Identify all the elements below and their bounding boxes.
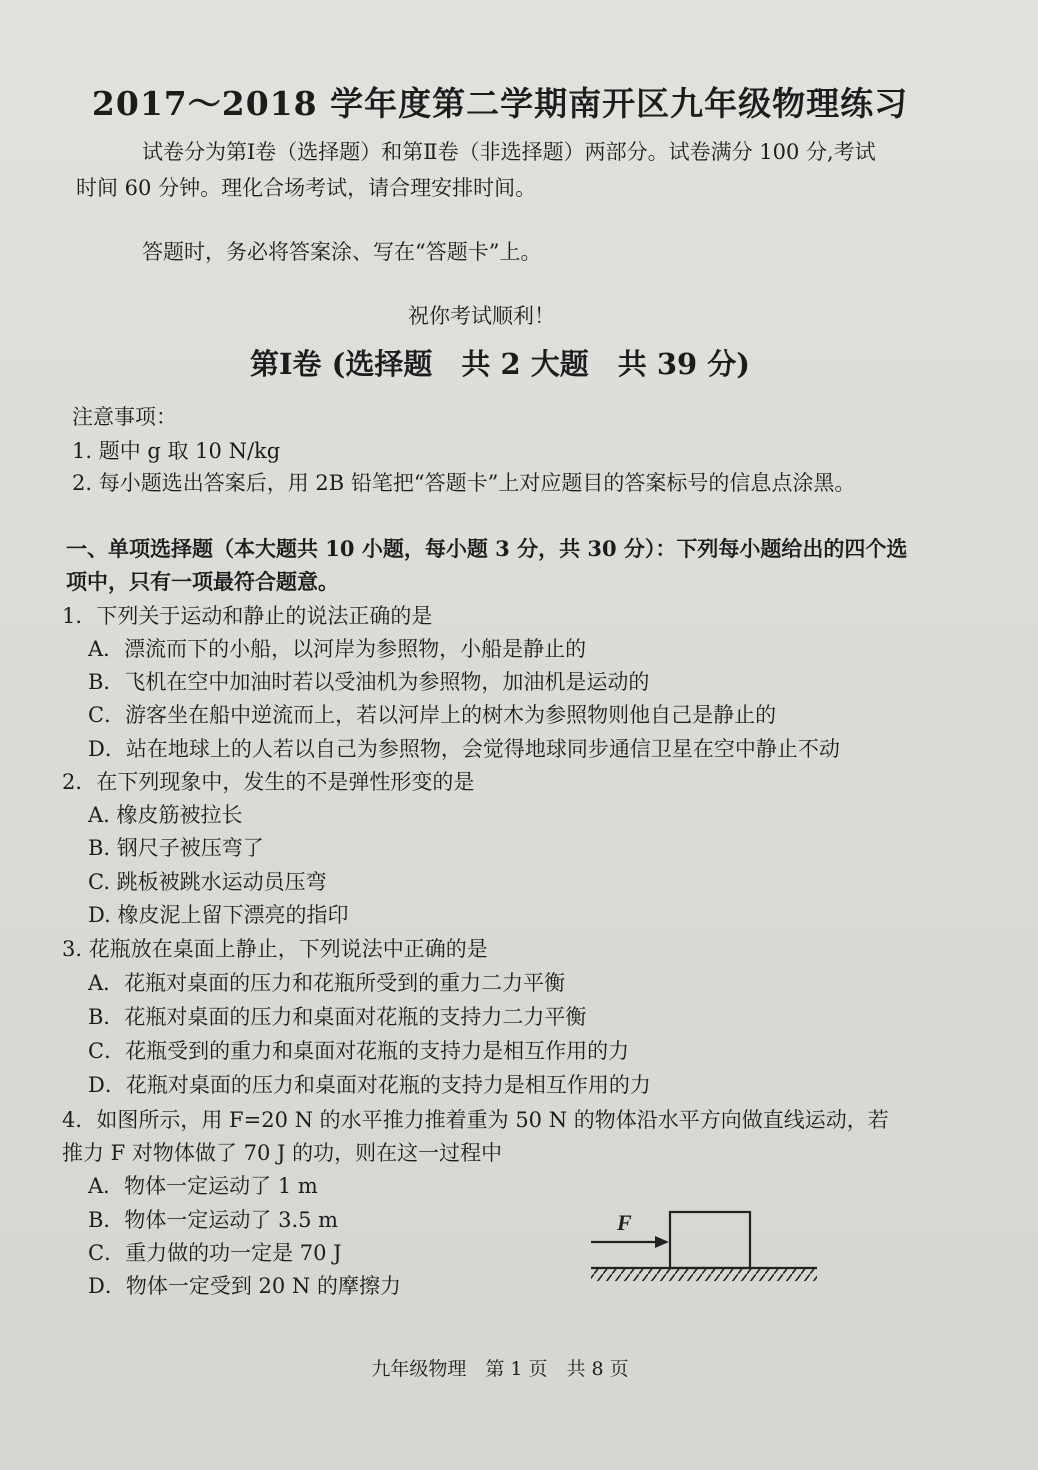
question-2-option-b: B. 钢尺子被压弯了 [88, 836, 264, 860]
force-label: F [617, 1210, 632, 1235]
push-force-diagram [585, 1202, 825, 1294]
question-3-option-b: B．花瓶对桌面的压力和桌面对花瓶的支持力二力平衡 [88, 1005, 587, 1029]
note-1: 1. 题中 g 取 10 N/kg [72, 439, 281, 463]
section-title: 第Ⅰ卷 (选择题 共 2 大题 共 39 分) [249, 347, 751, 381]
question-4-option-b: B．物体一定运动了 3.5 m [88, 1208, 339, 1232]
exam-title: 2017～2018 学年度第二学期南开区九年级物理练习 [91, 84, 909, 123]
good-luck-text: 祝你考试顺利！ [408, 304, 555, 328]
note-2: 2. 每小题选出答案后，用 2B 铅笔把“答题卡”上对应题目的答案标号的信息点涂黑。 [72, 471, 856, 495]
part1-heading-line-2: 项中，只有一项最符合题意。 [66, 569, 339, 594]
intro-line-2: 时间 60 分钟。理化合场考试，请合理安排时间。 [76, 176, 537, 200]
question-3-option-c: C．花瓶受到的重力和桌面对花瓶的支持力是相互作用的力 [88, 1039, 630, 1063]
question-4-option-d: D．物体一定受到 20 N 的摩擦力 [88, 1274, 401, 1298]
question-1-option-b: B．飞机在空中加油时若以受油机为参照物，加油机是运动的 [88, 670, 650, 694]
question-1-option-c: C．游客坐在船中逆流而上，若以河岸上的树木为参照物则他自己是静止的 [88, 703, 777, 727]
answer-note: 答题时，务必将答案涂、写在“答题卡”上。 [142, 240, 542, 264]
part1-heading-line-1: 一、单项选择题（本大题共 10 小题，每小题 3 分，共 30 分）：下列每小题给出的四个选 [66, 536, 908, 561]
question-2-option-c: C. 跳板被跳水运动员压弯 [88, 870, 327, 894]
page-footer: 九年级物理 第 1 页 共 8 页 [371, 1358, 629, 1380]
notes-title: 注意事项： [72, 405, 177, 429]
question-3-stem: 3. 花瓶放在桌面上静止，下列说法中正确的是 [62, 937, 488, 961]
question-4-stem-line-2: 推力 F 对物体做了 70 J 的功，则在这一过程中 [62, 1141, 503, 1165]
question-2-option-a: A. 橡皮筋被拉长 [88, 803, 243, 827]
question-1-stem: 1．下列关于运动和静止的说法正确的是 [62, 604, 433, 628]
question-4-option-a: A．物体一定运动了 1 m [88, 1174, 318, 1198]
question-1-option-d: D．站在地球上的人若以自己为参照物，会觉得地球同步通信卫星在空中静止不动 [88, 737, 840, 761]
question-2-stem: 2．在下列现象中，发生的不是弹性形变的是 [62, 770, 475, 794]
question-3-option-d: D．花瓶对桌面的压力和桌面对花瓶的支持力是相互作用的力 [88, 1073, 651, 1097]
block [670, 1212, 750, 1268]
question-3-option-a: A．花瓶对桌面的压力和花瓶所受到的重力二力平衡 [88, 971, 566, 995]
question-4-stem-line-1: 4．如图所示，用 F=20 N 的水平推力推着重为 50 N 的物体沿水平方向做直线运动，若 [62, 1108, 889, 1132]
question-4-option-c: C．重力做的功一定是 70 J [88, 1241, 342, 1265]
question-1-option-a: A．漂流而下的小船，以河岸为参照物，小船是静止的 [88, 637, 587, 661]
force-arrow-head [655, 1236, 669, 1248]
ground-hatch [591, 1269, 817, 1281]
intro-line-1: 试卷分为第Ⅰ卷（选择题）和第Ⅱ卷（非选择题）两部分。试卷满分 100 分,考试 [142, 140, 876, 164]
question-2-option-d: D. 橡皮泥上留下漂亮的指印 [88, 903, 349, 927]
